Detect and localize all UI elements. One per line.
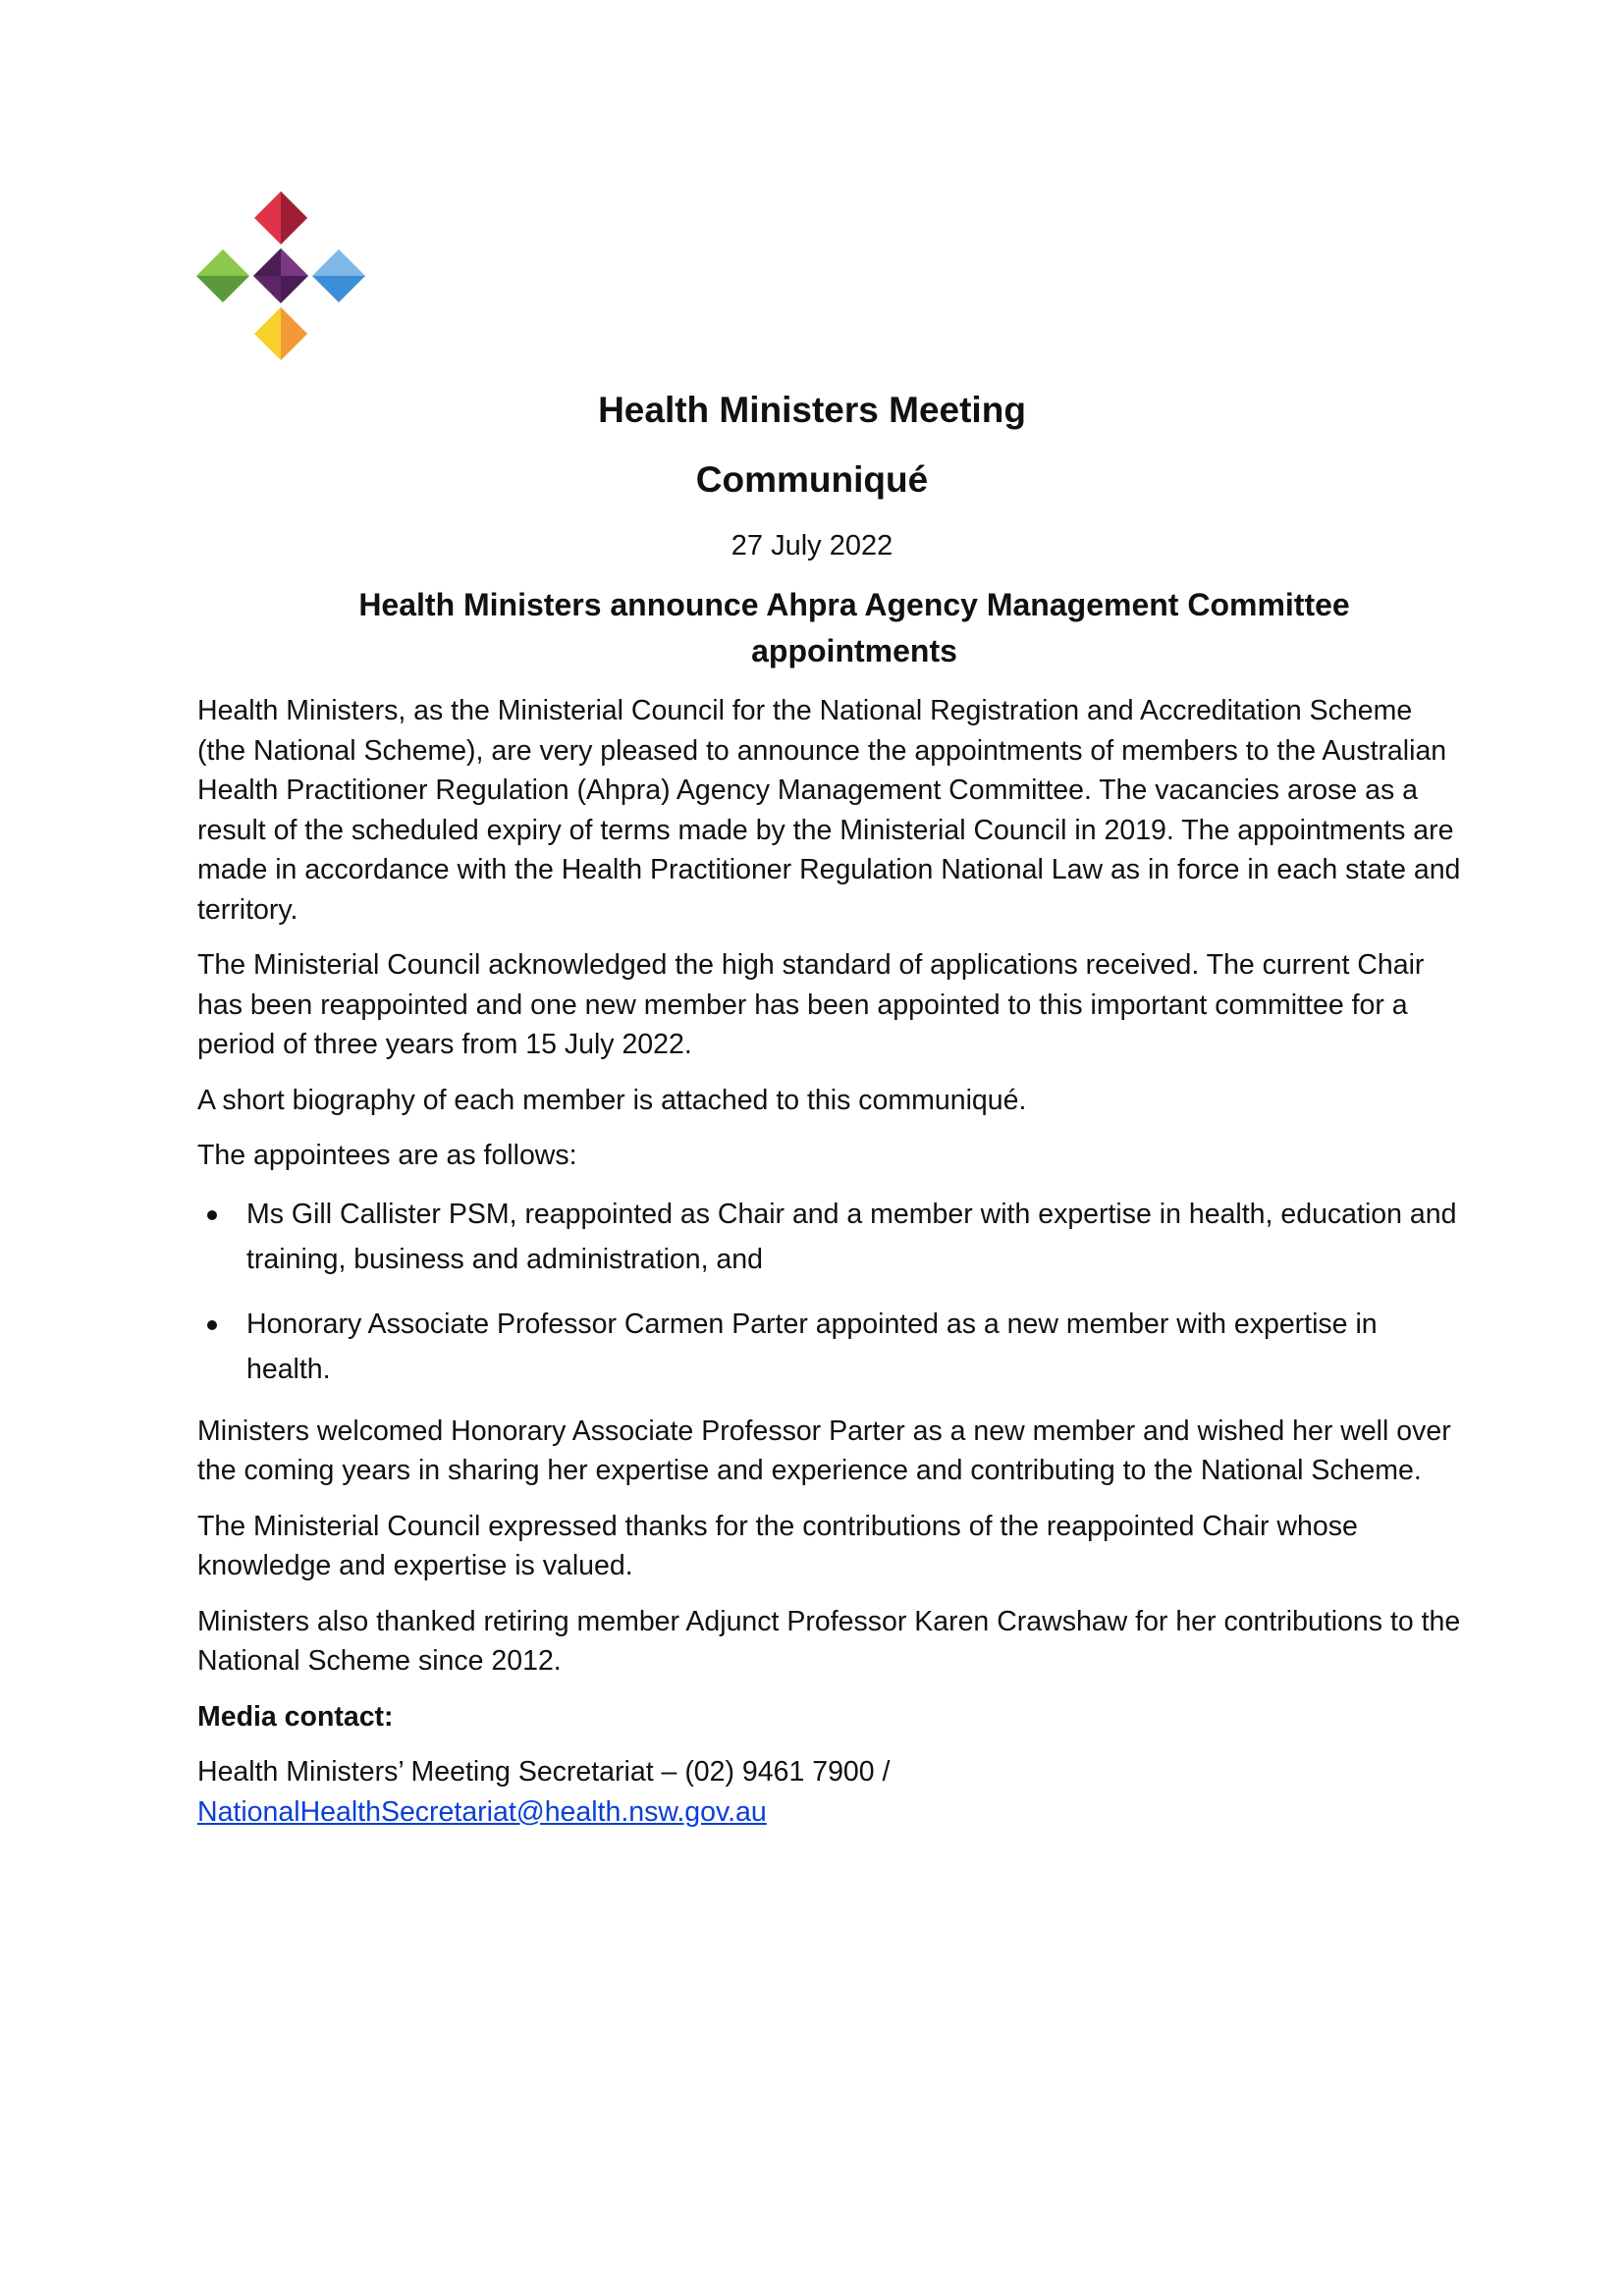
logo-center-mid-facet bbox=[253, 276, 281, 303]
media-contact-text: Health Ministers’ Meeting Secretariat – (02) 9461 7900 / bbox=[197, 1756, 891, 1788]
logo-top-right-facet bbox=[281, 191, 307, 244]
media-contact-email-link[interactable]: NationalHealthSecretariat@health.nsw.gov.au bbox=[197, 1795, 767, 1828]
page-subtitle: Communiqué bbox=[695, 459, 929, 500]
article-heading: Health Ministers announce Ahpra Agency Management Committee appointments bbox=[358, 587, 1350, 668]
appointee-text: Honorary Associate Professor Carmen Parter appointed as a new member with expertise in health. bbox=[246, 1308, 1378, 1385]
hmm-diamond-logo-icon bbox=[196, 191, 365, 360]
communique-date: 27 July 2022 bbox=[731, 530, 893, 561]
appointees-list bbox=[197, 1192, 1464, 1392]
logo-left-lower-facet bbox=[196, 276, 249, 302]
page-title: Health Ministers Meeting bbox=[598, 390, 1026, 430]
paragraph-appointees-intro: The appointees are as follows: bbox=[197, 1140, 577, 1171]
logo-center-light-facet bbox=[281, 248, 308, 276]
logo-bottom-right-facet bbox=[281, 307, 307, 360]
paragraph-biography: A short biography of each member is attached to this communiqué. bbox=[197, 1084, 1027, 1116]
logo-right-lower-facet bbox=[312, 276, 365, 302]
media-contact-block bbox=[197, 1752, 1464, 1832]
paragraph-intro: Health Ministers, as the Ministerial Council for the National Registration and Accreditation Scheme (the National Scheme), are very pleased to announce the appointments of members to the Australian Health Practitioner Regulation (Ahpra) Agency Management Committee. The vacancies arose as a result of the scheduled expiry of terms made by the Ministerial Council in 2019. The appointments are made in accordance with the Health Practitioner Regulation National Law as in force in each state and territory. bbox=[197, 695, 1461, 926]
article-body bbox=[197, 691, 1464, 1847]
list-item bbox=[197, 1302, 1464, 1392]
appointee-text: Ms Gill Callister PSM, reappointed as Chair and a member with expertise in health, education and training, business and administration, and bbox=[246, 1198, 1457, 1275]
bullet-icon bbox=[207, 1210, 217, 1220]
paragraph-thanks-chair: The Ministerial Council expressed thanks for the contributions of the reappointed Chair whose knowledge and expertise is valued. bbox=[197, 1510, 1358, 1581]
bullet-icon bbox=[207, 1320, 217, 1330]
paragraph-welcome: Ministers welcomed Honorary Associate Professor Parter as a new member and wished her well over the coming years in sharing her expertise and experience and contributing to the National Scheme. bbox=[197, 1415, 1451, 1486]
list-item bbox=[197, 1192, 1464, 1282]
media-contact-label: Media contact: bbox=[197, 1700, 394, 1733]
paragraph-standard: The Ministerial Council acknowledged the high standard of applications received. The current Chair has been reappointed and one new member has been appointed to this important committee for a period of three years from 15 July 2022. bbox=[197, 949, 1425, 1060]
paragraph-thanks-retiring: Ministers also thanked retiring member Adjunct Professor Karen Crawshaw for her contributions to the National Scheme since 2012. bbox=[197, 1605, 1461, 1677]
